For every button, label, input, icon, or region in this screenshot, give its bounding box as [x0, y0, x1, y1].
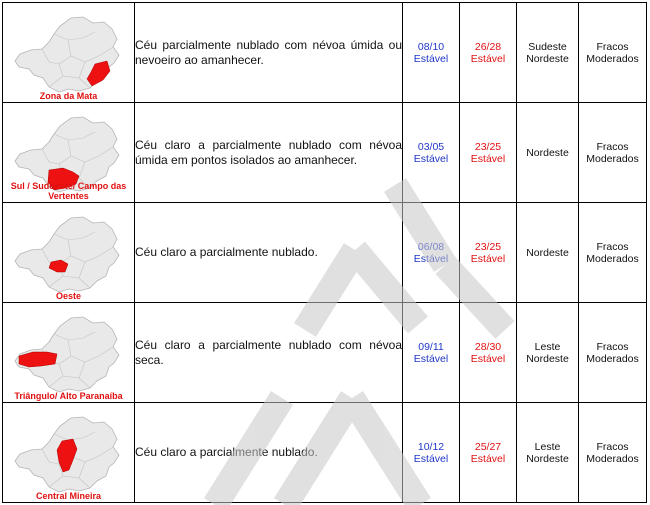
max-temperature-trend: Estável	[470, 452, 506, 465]
sky-description: Céu claro a parcialmente nublado com névoa úmida em pontos isolados ao amanhecer.	[135, 103, 403, 203]
max-temperature: 28/30	[474, 340, 502, 353]
min-temperature: 09/11	[418, 340, 444, 353]
minas-gerais-map	[13, 414, 125, 494]
min-temperature: 03/05	[417, 140, 445, 153]
region-name: Zona da Mata	[39, 91, 98, 101]
region-cell	[3, 403, 135, 503]
highlight-region-triangulo	[19, 352, 57, 367]
wind-intensity: Fracos Moderados	[579, 3, 647, 103]
max-temperature-cell	[460, 303, 517, 403]
forecast-row	[3, 103, 647, 203]
min-temperature: 10/12	[417, 440, 445, 453]
sky-description: Céu parcialmente nublado com névoa úmida ou nevoeiro ao amanhecer.	[135, 3, 403, 103]
min-temperature-trend: Estável	[413, 52, 449, 65]
wind-direction: Leste Nordeste	[517, 403, 579, 503]
wind-direction: Nordeste	[517, 203, 579, 303]
forecast-row	[3, 403, 647, 503]
region-name: Sul / Sudoeste/ Campo das Vertentes	[10, 181, 127, 201]
max-temperature: 25/27	[474, 440, 502, 453]
max-temperature: 23/25	[474, 240, 502, 253]
sky-description: Céu claro a parcialmente nublado.	[135, 203, 403, 303]
sky-description: Céu claro a parcialmente nublado.	[135, 403, 403, 503]
max-temperature-trend: Estável	[470, 52, 506, 65]
wind-direction: Sudeste Nordeste	[517, 3, 579, 103]
wind-intensity: Fracos Moderados	[579, 303, 647, 403]
min-temperature-cell	[403, 303, 460, 403]
forecast-row	[3, 203, 647, 303]
forecast-body	[3, 3, 647, 503]
state-outline	[15, 217, 119, 292]
wind-intensity: Fracos Moderados	[579, 103, 647, 203]
region-name: Triângulo/ Alto Paranaíba	[14, 391, 123, 401]
min-temperature-trend: Estável	[413, 152, 449, 165]
minas-gerais-map	[13, 214, 125, 294]
forecast-row	[3, 303, 647, 403]
wind-direction: Leste Nordeste	[517, 303, 579, 403]
min-temperature-cell	[403, 403, 460, 503]
region-cell	[3, 203, 135, 303]
wind-intensity: Fracos Moderados	[579, 203, 647, 303]
min-temperature-trend: Estável	[413, 352, 449, 365]
min-temperature-cell	[403, 103, 460, 203]
max-temperature-cell	[460, 203, 517, 303]
min-temperature-trend: Estável	[413, 452, 449, 465]
wind-intensity: Fracos Moderados	[579, 403, 647, 503]
max-temperature-cell	[460, 3, 517, 103]
minas-gerais-map	[13, 314, 125, 394]
min-temperature: 06/08	[417, 240, 445, 253]
max-temperature-trend: Estável	[470, 152, 506, 165]
min-temperature-cell	[403, 203, 460, 303]
minas-gerais-map	[13, 14, 125, 94]
region-cell	[3, 3, 135, 103]
forecast-row	[3, 3, 647, 103]
min-temperature: 08/10	[417, 40, 445, 53]
min-temperature-cell	[403, 3, 460, 103]
wind-direction: Nordeste	[517, 103, 579, 203]
max-temperature: 23/25	[474, 140, 502, 153]
min-temperature-trend: Estável	[413, 252, 449, 265]
state-outline	[15, 17, 119, 92]
max-temperature: 26/28	[474, 40, 502, 53]
region-name: Oeste	[55, 291, 81, 301]
forecast-table	[2, 2, 647, 503]
max-temperature-cell	[460, 103, 517, 203]
max-temperature-cell	[460, 403, 517, 503]
max-temperature-trend: Estável	[470, 352, 506, 365]
region-cell	[3, 103, 135, 203]
region-cell	[3, 303, 135, 403]
region-name: Central Mineira	[35, 491, 102, 501]
sky-description: Céu claro a parcialmente nublado com névoa seca.	[135, 303, 403, 403]
max-temperature-trend: Estável	[470, 252, 506, 265]
